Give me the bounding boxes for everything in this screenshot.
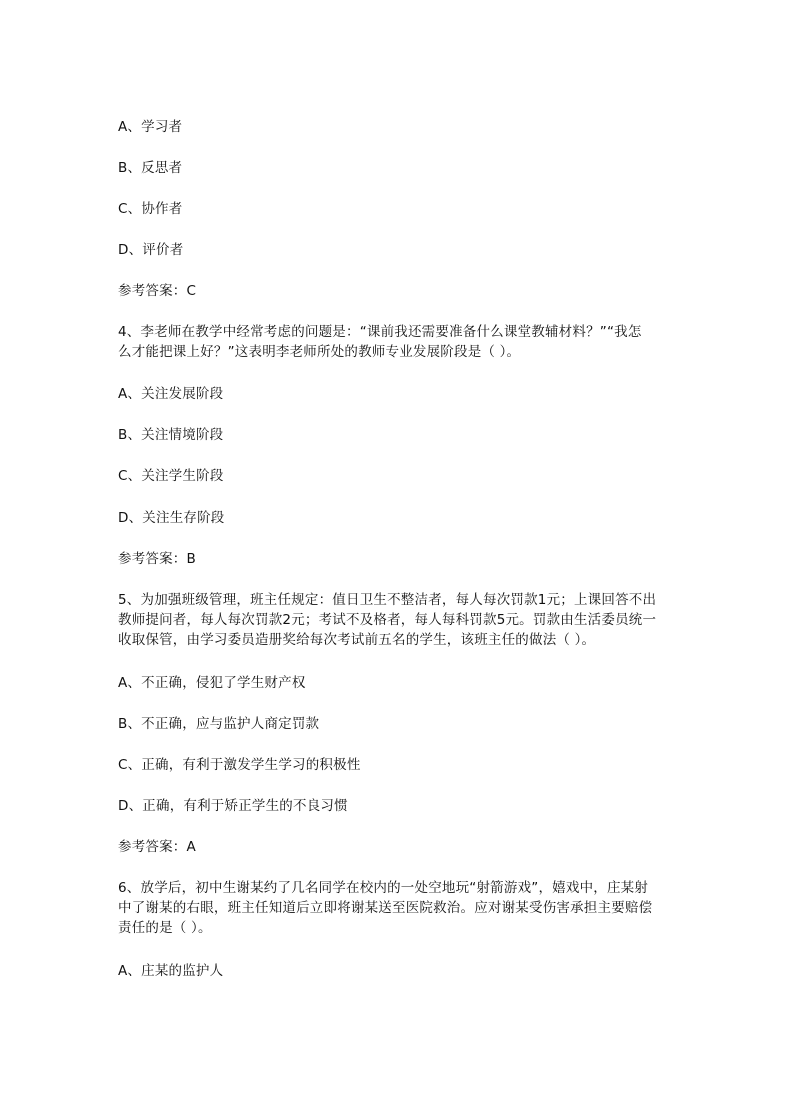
- q3-answer: 参考答案：C: [118, 283, 197, 299]
- q4-stem-line-1: 4、李老师在教学中经常考虑的问题是：“课前我还需要准备什么课堂教辅材料？”“我怎: [118, 324, 642, 340]
- q5-stem: [118, 590, 678, 650]
- q6-option-a: A、庄某的监护人: [118, 963, 224, 979]
- q5-option-c: C、正确，有利于激发学生学习的积极性: [118, 757, 361, 773]
- q5-stem-line-2: 教师提问者，每人每次罚款2元；考试不及格者，每人每科罚款5元。罚款由生活委员统一: [118, 612, 657, 628]
- q6-stem-line-1: 6、放学后，初中生谢某约了几名同学在校内的一处空地玩“射箭游戏”，嬉戏中，庄某射: [118, 880, 649, 896]
- q5-option-b: B、不正确，应与监护人商定罚款: [118, 716, 320, 732]
- q4-option-a: A、关注发展阶段: [118, 386, 224, 402]
- q4-stem: [118, 322, 678, 362]
- q5-stem-line-1: 5、为加强班级管理，班主任规定：值日卫生不整洁者，每人每次罚款1元；上课回答不出: [118, 592, 657, 608]
- q6-stem: [118, 878, 678, 938]
- q5-option-a: A、不正确，侵犯了学生财产权: [118, 675, 306, 691]
- q4-answer: 参考答案：B: [118, 551, 196, 567]
- q4-option-c: C、关注学生阶段: [118, 468, 224, 484]
- q3-option-d: D、评价者: [118, 242, 184, 258]
- q5-stem-line-3: 收取保管，由学习委员造册奖给每次考试前五名的学生，该班主任的做法（ ）。: [118, 632, 596, 648]
- q4-stem-line-2: 么才能把课上好？”这表明李老师所处的教师专业发展阶段是（ ）。: [118, 344, 521, 360]
- q6-stem-line-2: 中了谢某的右眼，班主任知道后立即将谢某送至医院救治。应对谢某受伤害承担主要赔偿: [118, 900, 653, 916]
- q3-option-b: B、反思者: [118, 160, 183, 176]
- q6-stem-line-3: 责任的是（ ）。: [118, 920, 212, 936]
- q5-answer: 参考答案：A: [118, 839, 196, 855]
- q3-option-c: C、协作者: [118, 201, 183, 217]
- q3-option-a: A、学习者: [118, 119, 183, 135]
- q5-option-d: D、正确，有利于矫正学生的不良习惯: [118, 798, 348, 814]
- q4-option-d: D、关注生存阶段: [118, 510, 225, 526]
- q4-option-b: B、关注情境阶段: [118, 427, 224, 443]
